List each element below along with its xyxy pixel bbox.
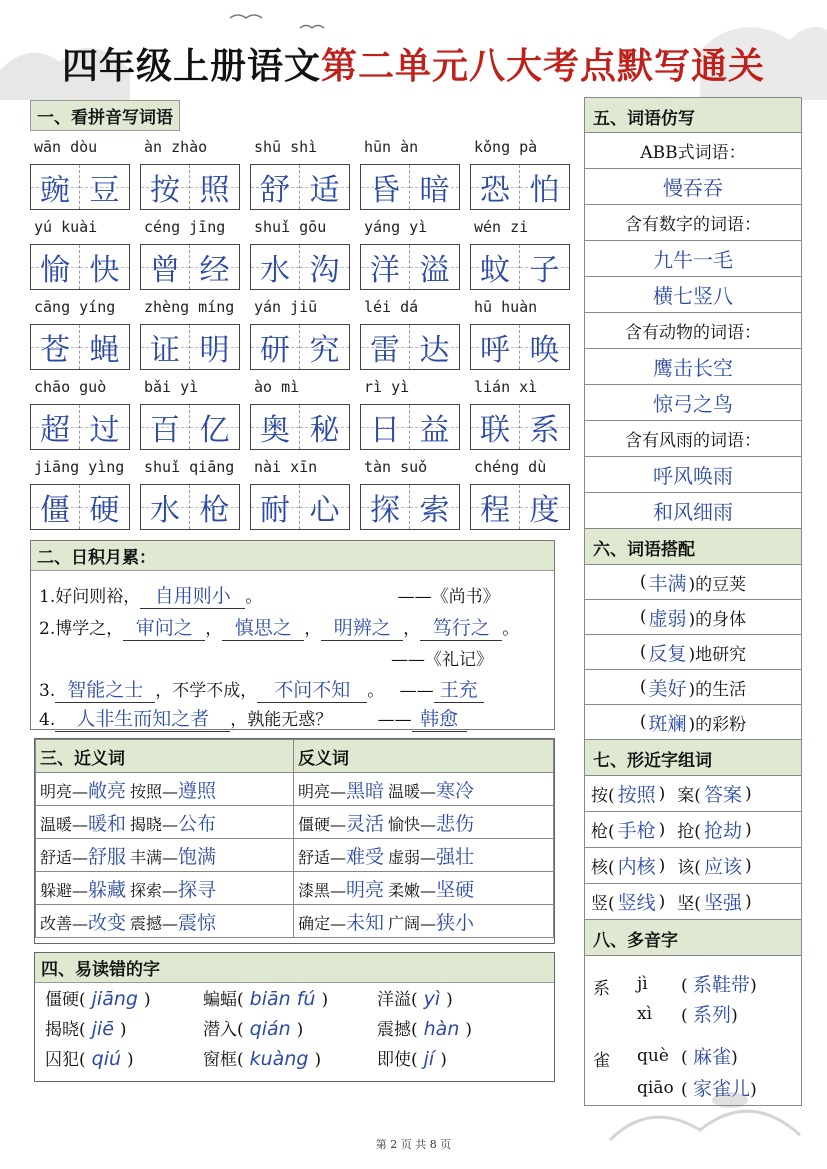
writing-grid-box <box>250 324 350 370</box>
handwritten-char: 耐 <box>251 485 300 529</box>
section-heading: 七、形近字组词 <box>584 740 802 776</box>
pinyin-section <box>30 100 570 540</box>
pinyin-label: wān dòu <box>34 138 98 156</box>
misread-item: 僵硬( jiāng ) <box>45 988 151 1010</box>
pinyin-label: bǎi yì <box>144 378 199 396</box>
similar-char-item: 竖( 竖线 ) 坚( 坚强 ) <box>584 884 802 920</box>
pinyin-label: hū huàn <box>474 298 538 316</box>
synonym-cell: 改善—改变 震撼—震惊 <box>36 905 294 938</box>
collocation-item: ( 美好 )的生活 <box>584 670 802 705</box>
misread-item: 囚犯( qiú ) <box>45 1048 134 1070</box>
section-heading: 三、近义词 <box>36 740 294 773</box>
writing-grid-box <box>250 164 350 210</box>
pinyin-label: jiāng yìng <box>34 458 125 476</box>
quote-line-2: 2.博学之， 审问之 ， 慎思之 ， 明辨之 ， 笃行之 。 <box>39 613 519 641</box>
section-heading: 一、看拼音写词语 <box>30 100 180 131</box>
writing-grid-box <box>250 484 350 530</box>
pinyin-label: kǒng pà <box>474 138 538 156</box>
writing-grid-box <box>140 164 240 210</box>
handwritten-char: 舒 <box>251 165 300 209</box>
writing-grid-box <box>250 404 350 450</box>
collocation-item: ( 丰满 )的豆荚 <box>584 565 802 600</box>
writing-grid-box <box>140 404 240 450</box>
pinyin-label: shū shì <box>254 138 318 156</box>
misread-item: 震撼( hàn ) <box>377 1018 473 1040</box>
handwritten-char: 明 <box>190 325 239 369</box>
handwritten-char: 研 <box>251 325 300 369</box>
writing-grid-box <box>30 324 130 370</box>
handwritten-char: 照 <box>190 165 239 209</box>
synonym-cell: 明亮—敞亮 按照—遵照 <box>36 773 294 806</box>
quote-line-3: 3. 智能之士 ，不学不成， 不问不知 。 —— 王充 <box>39 675 484 703</box>
pinyin-label: àn zhào <box>144 138 208 156</box>
handwritten-char: 快 <box>80 245 129 289</box>
antonym-cell: 漆黑—明亮 柔嫩—坚硬 <box>294 872 554 905</box>
pinyin-label: léi dá <box>364 298 419 316</box>
handwritten-char: 过 <box>80 405 129 449</box>
misread-item: 即使( jí ) <box>377 1048 447 1070</box>
pinyin-label: yán jiū <box>254 298 318 316</box>
collocation-item: ( 虚弱 )的身体 <box>584 600 802 635</box>
misread-item: 潜入( qián ) <box>203 1018 304 1040</box>
handwritten-char: 昏 <box>361 165 410 209</box>
pinyin-label: cāng yíng <box>34 298 116 316</box>
pinyin-label: chéng dù <box>474 458 547 476</box>
handwritten-char: 苍 <box>31 325 80 369</box>
handwritten-char: 雷 <box>361 325 410 369</box>
pinyin-label: tàn suǒ <box>364 458 428 476</box>
pinyin-label: shuǐ gōu <box>254 218 327 236</box>
page-footer: 第 2 页 共 8 页 <box>375 1138 452 1151</box>
handwritten-char: 怕 <box>520 165 569 209</box>
wind-label: 含有风雨的词语： <box>584 421 802 457</box>
handwritten-char: 联 <box>471 405 520 449</box>
wind-answer: 呼风唤雨 <box>584 457 802 493</box>
handwritten-char: 程 <box>471 485 520 529</box>
handwritten-char: 洋 <box>361 245 410 289</box>
handwritten-char: 适 <box>300 165 349 209</box>
animal-label: 含有动物的词语： <box>584 313 802 349</box>
writing-grid-box <box>360 484 460 530</box>
abb-label: ABB式词语： <box>584 133 802 169</box>
pinyin-label: yáng yì <box>364 218 428 236</box>
collocation-item: ( 反复 )地研究 <box>584 635 802 670</box>
writing-grid-box <box>360 244 460 290</box>
handwritten-char: 系 <box>520 405 569 449</box>
handwritten-char: 索 <box>410 485 459 529</box>
number-answer: 九牛一毛 <box>584 241 802 277</box>
antonym-cell: 僵硬—灵活 愉快—悲伤 <box>294 806 554 839</box>
writing-grid-box <box>470 324 570 370</box>
misread-item: 窗框( kuàng ) <box>203 1048 322 1070</box>
handwritten-char: 心 <box>300 485 349 529</box>
handwritten-char: 秘 <box>300 405 349 449</box>
writing-grid-box <box>360 324 460 370</box>
handwritten-char: 恐 <box>471 165 520 209</box>
handwritten-char: 呼 <box>471 325 520 369</box>
handwritten-char: 沟 <box>300 245 349 289</box>
synonym-cell: 温暖—暖和 揭晓—公布 <box>36 806 294 839</box>
synonym-cell: 躲避—躲藏 探索—探寻 <box>36 872 294 905</box>
handwritten-char: 益 <box>410 405 459 449</box>
antonym-cell: 明亮—黑暗 温暖—寒冷 <box>294 773 554 806</box>
quote-source-2: ——《礼记》 <box>391 650 493 670</box>
section-heading: 四、易读错的字 <box>35 953 554 983</box>
similar-char-item: 按( 按照 ) 案( 答案 ) <box>584 776 802 812</box>
section-heading: 反义词 <box>294 740 554 773</box>
handwritten-char: 枪 <box>190 485 239 529</box>
writing-grid-box <box>470 164 570 210</box>
polyphone-char: 雀 <box>593 1051 610 1071</box>
section-heading: 六、词语搭配 <box>584 529 802 565</box>
handwritten-char: 暗 <box>410 165 459 209</box>
handwritten-char: 日 <box>361 405 410 449</box>
synonym-cell: 舒适—舒服 丰满—饱满 <box>36 839 294 872</box>
pinyin-label: lián xì <box>474 378 538 396</box>
writing-grid-box <box>470 244 570 290</box>
handwritten-char: 百 <box>141 405 190 449</box>
handwritten-char: 豆 <box>80 165 129 209</box>
handwritten-char: 愉 <box>31 245 80 289</box>
pinyin-label: zhèng míng <box>144 298 235 316</box>
writing-grid-box <box>360 164 460 210</box>
pinyin-label: hūn àn <box>364 138 419 156</box>
handwritten-char: 硬 <box>80 485 129 529</box>
writing-grid-box <box>470 484 570 530</box>
writing-grid-box <box>30 404 130 450</box>
handwritten-char: 证 <box>141 325 190 369</box>
pinyin-label: wén zi <box>474 218 529 236</box>
handwritten-char: 探 <box>361 485 410 529</box>
pinyin-label: chāo guò <box>34 378 107 396</box>
writing-grid-box <box>30 484 130 530</box>
writing-grid-box <box>470 404 570 450</box>
pinyin-label: ào mì <box>254 378 300 396</box>
pinyin-label: nài xīn <box>254 458 318 476</box>
handwritten-char: 度 <box>520 485 569 529</box>
section-heading: 八、多音字 <box>584 920 802 956</box>
handwritten-char: 蝇 <box>80 325 129 369</box>
number-label: 含有数字的词语： <box>584 205 802 241</box>
writing-grid-box <box>250 244 350 290</box>
handwritten-char: 僵 <box>31 485 80 529</box>
pinyin-label: yú kuài <box>34 218 98 236</box>
antonym-cell: 确定—未知 广阔—狭小 <box>294 905 554 938</box>
writing-grid-box <box>30 244 130 290</box>
synonym-antonym-section <box>34 738 555 944</box>
handwritten-char: 究 <box>300 325 349 369</box>
writing-grid-box <box>140 484 240 530</box>
handwritten-char: 超 <box>31 405 80 449</box>
similar-char-item: 核( 内核 ) 该( 应该 ) <box>584 848 802 884</box>
misread-item: 揭晓( jiē ) <box>45 1018 127 1040</box>
page-title: 四年级上册语文第二单元八大考点默写通关 <box>61 46 766 87</box>
pinyin-label: shuǐ qiāng <box>144 458 235 476</box>
writing-grid-box <box>360 404 460 450</box>
writing-grid-box <box>30 164 130 210</box>
wind-answer: 和风细雨 <box>584 493 802 529</box>
handwritten-char: 按 <box>141 165 190 209</box>
pinyin-label: céng jīng <box>144 218 226 236</box>
handwritten-char: 水 <box>251 245 300 289</box>
easy-misread-section <box>34 952 555 1082</box>
animal-answer: 鹰击长空 <box>584 349 802 385</box>
handwritten-char: 曾 <box>141 245 190 289</box>
synonym-antonym-table <box>35 739 554 938</box>
handwritten-char: 蚊 <box>471 245 520 289</box>
section-heading: 二、日积月累： <box>31 541 554 571</box>
handwritten-char: 唤 <box>520 325 569 369</box>
similar-char-item: 枪( 手枪 ) 抢( 抢劫 ) <box>584 812 802 848</box>
handwritten-char: 水 <box>141 485 190 529</box>
polyphone-char: 系 <box>593 979 610 999</box>
writing-grid-box <box>140 324 240 370</box>
handwritten-char: 溢 <box>410 245 459 289</box>
animal-answer: 惊弓之鸟 <box>584 385 802 421</box>
number-answer: 横七竖八 <box>584 277 802 313</box>
section-heading: 五、词语仿写 <box>584 97 802 133</box>
pinyin-label: rì yì <box>364 378 410 396</box>
polyphone-box: 系 jì ( 系鞋带) xì ( 系列) 雀 què ( 麻雀) qiāo ( 家雀儿) <box>584 956 802 1106</box>
misread-item: 蝙蝠( biān fú ) <box>203 988 329 1010</box>
handwritten-char: 奥 <box>251 405 300 449</box>
misread-item: 洋溢( yì ) <box>377 988 453 1010</box>
quote-line-1: 1.好问则裕， 自用则小 。 ——《尚书》 <box>39 581 500 609</box>
handwritten-char: 亿 <box>190 405 239 449</box>
collocation-item: ( 斑斓 )的彩粉 <box>584 705 802 740</box>
handwritten-char: 达 <box>410 325 459 369</box>
handwritten-char: 子 <box>520 245 569 289</box>
antonym-cell: 舒适—难受 虚弱—强壮 <box>294 839 554 872</box>
writing-grid-box <box>140 244 240 290</box>
abb-answer: 慢吞吞 <box>584 169 802 205</box>
handwritten-char: 经 <box>190 245 239 289</box>
handwritten-char: 豌 <box>31 165 80 209</box>
right-column <box>584 97 802 1100</box>
quote-line-4: 4. 人非生而知之者 ，孰能无惑？ —— 韩愈 <box>39 704 467 732</box>
daily-accumulation-section <box>30 540 555 730</box>
